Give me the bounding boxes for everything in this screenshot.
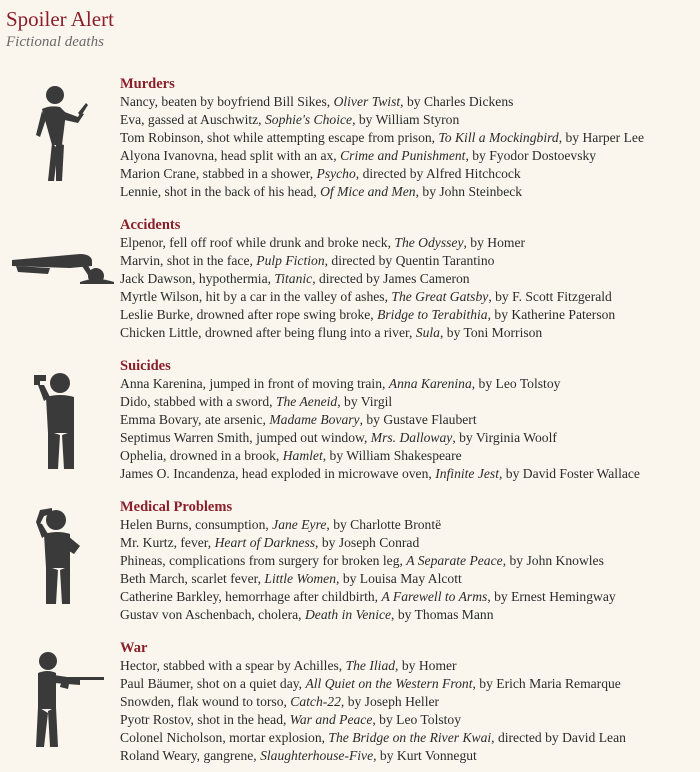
stabbing-figure-icon	[28, 83, 88, 183]
list-item: Ophelia, drowned in a brook, Hamlet, by William Shakespeare	[120, 448, 462, 463]
list-item: Alyona Ivanovna, head split with an ax, Crime and Punishment, by Fyodor Dostoevsky	[120, 148, 597, 163]
list-item: James O. Incandenza, head exploded in microwave oven, Infinite Jest, by David Foster Wallace	[120, 466, 640, 481]
page-subtitle: Fictional deaths	[6, 34, 104, 50]
list-item: Pyotr Rostov, shot in the head, War and Peace, by Leo Tolstoy	[120, 712, 462, 727]
list-item: Colonel Nicholson, mortar explosion, The Bridge on the River Kwai, directed by David Lean	[120, 730, 626, 745]
list-item: Anna Karenina, jumped in front of moving train, Anna Karenina, by Leo Tolstoy	[120, 376, 561, 391]
rifleman-figure-icon	[28, 649, 106, 749]
section-heading: Murders	[120, 76, 175, 92]
sick-figure-icon	[30, 506, 85, 606]
list-item: Leslie Burke, drowned after rope swing broke, Bridge to Terabithia, by Katherine Paterson	[120, 307, 616, 322]
list-item: Marion Crane, stabbed in a shower, Psycho, directed by Alfred Hitchcock	[120, 166, 521, 181]
list-item: Jack Dawson, hypothermia, Titanic, directed by James Cameron	[120, 271, 470, 286]
list-item: Emma Bovary, ate arsenic, Madame Bovary, by Gustave Flaubert	[120, 412, 477, 427]
fallen-figure-icon	[10, 246, 115, 286]
list-item: Lennie, shot in the back of his head, Of Mice and Men, by John Steinbeck	[120, 184, 523, 199]
section-heading: Accidents	[120, 217, 181, 233]
section-heading: Suicides	[120, 358, 171, 374]
list-item: Dido, stabbed with a sword, The Aeneid, by Virgil	[120, 394, 393, 409]
list-item: Paul Bäumer, shot on a quiet day, All Quiet on the Western Front, by Erich Maria Remarque	[120, 676, 621, 691]
list-item: Gustav von Aschenbach, cholera, Death in Venice, by Thomas Mann	[120, 607, 494, 622]
list-item: Beth March, scarlet fever, Little Women, by Louisa May Alcott	[120, 571, 462, 586]
list-item: Elpenor, fell off roof while drunk and broke neck, The Odyssey, by Homer	[120, 235, 526, 250]
list-item: Eva, gassed at Auschwitz, Sophie's Choice, by William Styron	[120, 112, 460, 127]
list-item: Hector, stabbed with a spear by Achilles, The Iliad, by Homer	[120, 658, 457, 673]
list-item: Tom Robinson, shot while attempting escape from prison, To Kill a Mockingbird, by Harper Lee	[120, 130, 644, 145]
list-item: Catherine Barkley, hemorrhage after childbirth, A Farewell to Arms, by Ernest Hemingway	[120, 589, 616, 604]
list-item: Helen Burns, consumption, Jane Eyre, by Charlotte Brontë	[120, 517, 442, 532]
list-item: Septimus Warren Smith, jumped out window, Mrs. Dalloway, by Virginia Woolf	[120, 430, 557, 445]
list-item: Snowden, flak wound to torso, Catch-22, by Joseph Heller	[120, 694, 440, 709]
list-item: Nancy, beaten by boyfriend Bill Sikes, Oliver Twist, by Charles Dickens	[120, 94, 514, 109]
list-item: Mr. Kurtz, fever, Heart of Darkness, by Joseph Conrad	[120, 535, 420, 550]
list-item: Myrtle Wilson, hit by a car in the valley of ashes, The Great Gatsby, by F. Scott Fitzgerald	[120, 289, 612, 304]
list-item: Phineas, complications from surgery for broken leg, A Separate Peace, by John Knowles	[120, 553, 604, 568]
page-title: Spoiler Alert	[6, 7, 114, 31]
list-item: Chicken Little, drowned after being flung into a river, Sula, by Toni Morrison	[120, 325, 543, 340]
gun-to-head-figure-icon	[32, 371, 82, 471]
section-heading: War	[120, 640, 148, 656]
list-item: Marvin, shot in the face, Pulp Fiction, directed by Quentin Tarantino	[120, 253, 495, 268]
list-item: Roland Weary, gangrene, Slaughterhouse-Five, by Kurt Vonnegut	[120, 748, 477, 763]
section-heading: Medical Problems	[120, 499, 233, 515]
